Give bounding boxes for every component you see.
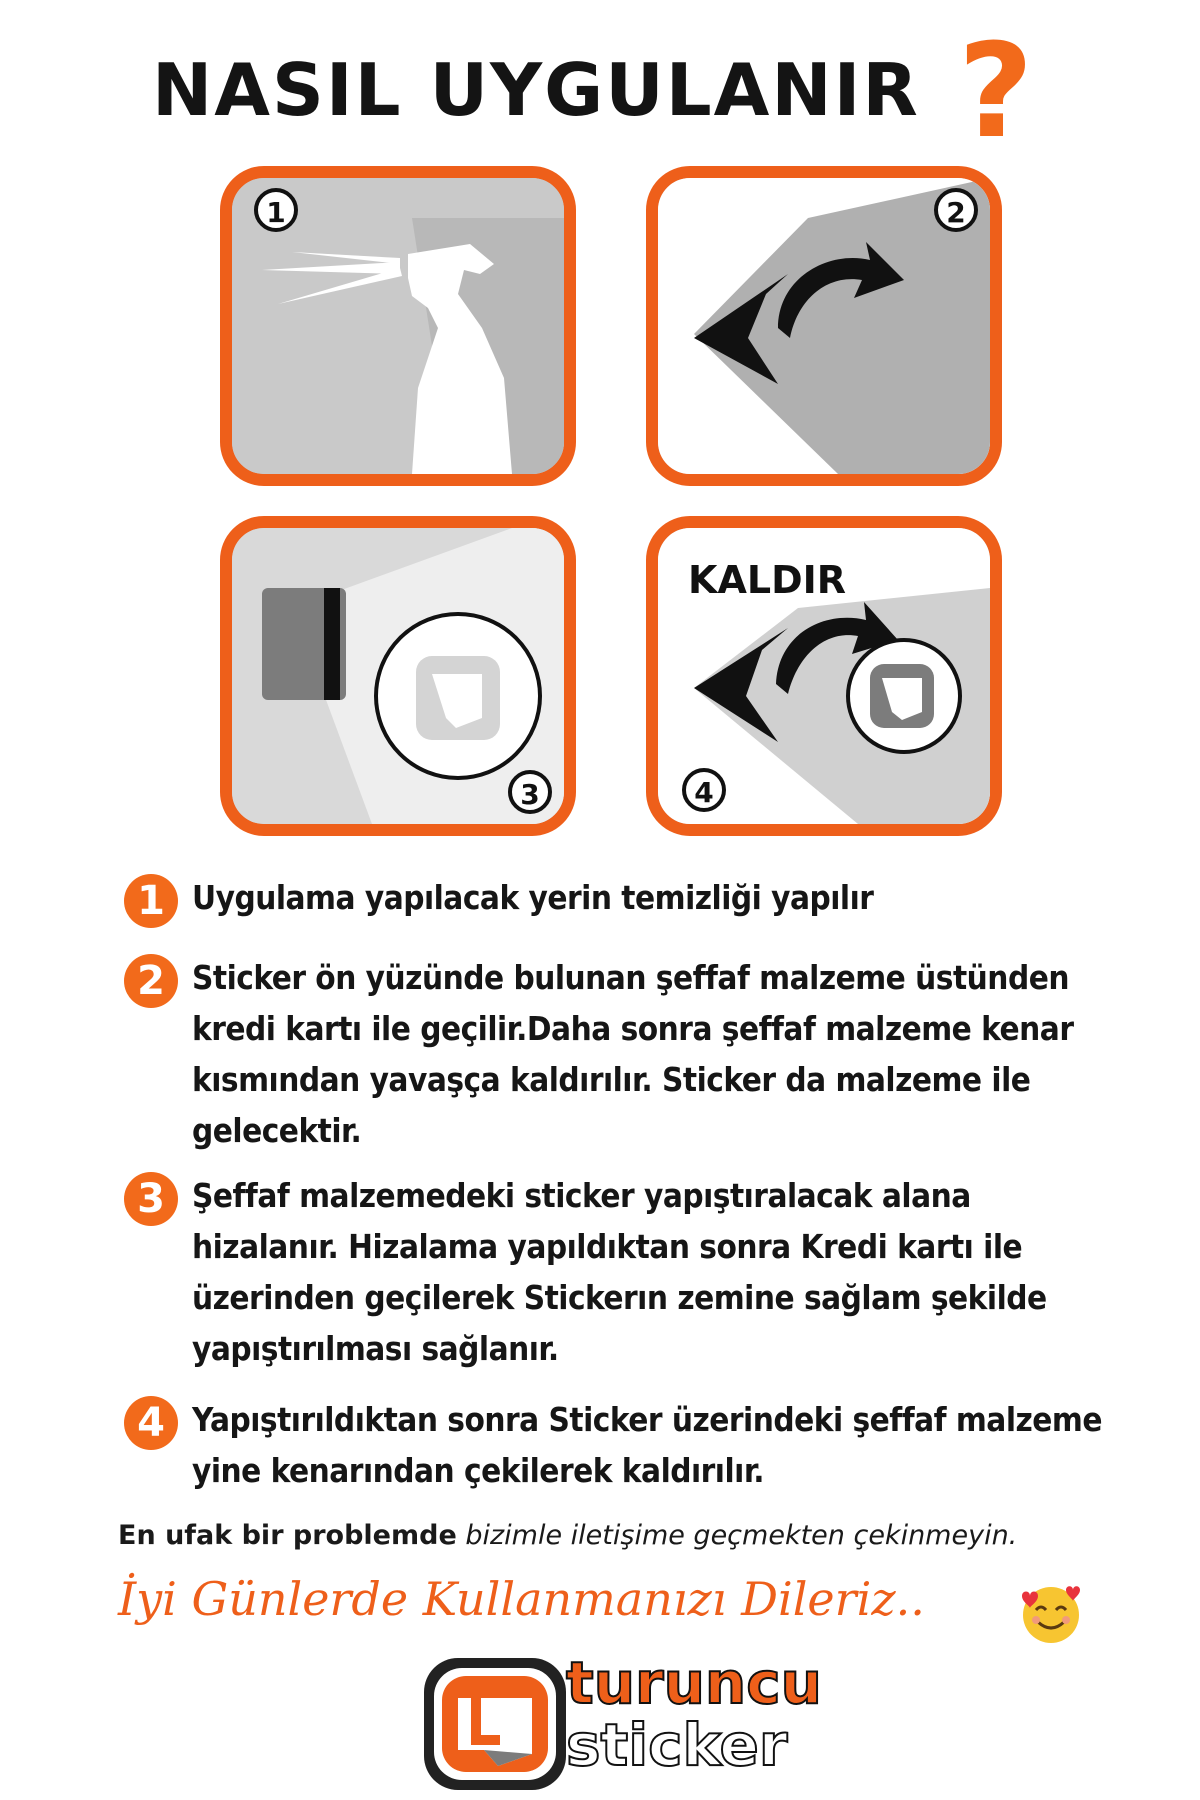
peel-arrow-icon <box>658 178 990 474</box>
step-number-badge: 2 <box>124 954 178 1008</box>
credit-card-icon <box>232 528 564 824</box>
step-number-badge: 4 <box>124 1396 178 1450</box>
contact-note <box>118 1520 1017 1551</box>
question-mark-icon: ? <box>958 15 1034 167</box>
step-text: Yapıştırıldıktan sonra Sticker üzerindeki şeffaf malzeme yine kenarından çekilerek kaldırılır. <box>192 1400 1102 1490</box>
step-panel-1 <box>220 166 576 486</box>
step-text: Şeffaf malzemedeki sticker yapıştıralacak alana hizalanır. Hizalama yapıldıktan sonra Kredi kartı ile üzerinden geçilerek Stickerın zemine sağlam şekilde yapıştırılması sağlanır. <box>192 1176 1047 1368</box>
step-panel-2-number: 2 <box>946 196 966 229</box>
step-number-badge: 1 <box>124 874 178 928</box>
contact-note-bold: En ufak bir problemde <box>118 1520 457 1551</box>
step-panel-4-number: 4 <box>694 776 714 809</box>
step-panel-1-number: 1 <box>266 196 286 229</box>
brand-name-line1: turuncu <box>566 1649 822 1717</box>
contact-note-italic: bizimle iletişime geçmekten çekinmeyin. <box>465 1520 1018 1551</box>
spray-bottle-icon <box>232 178 564 474</box>
kaldir-label: KALDIR <box>688 558 847 602</box>
step-panel-2 <box>646 166 1002 486</box>
smiling-face-with-hearts-icon <box>1016 1578 1086 1648</box>
step-text: Sticker ön yüzünde bulunan şeffaf malzeme üstünden kredi kartı ile geçilir.Daha sonra şeffaf malzeme kenar kısmından yavaşça kaldırılır. Sticker da malzeme ile gelecektir. <box>192 958 1074 1150</box>
step-panel-3-number: 3 <box>520 778 540 811</box>
step-text: Uygulama yapılacak yerin temizliği yapılır <box>192 878 874 917</box>
brand-name-line2: sticker <box>566 1711 788 1779</box>
step-number-badge: 3 <box>124 1172 178 1226</box>
step-panel-4 <box>646 516 1002 836</box>
title-text: NASIL UYGULANIR <box>152 48 920 132</box>
turuncu-sticker-logo <box>420 1654 570 1794</box>
wish-text: İyi Günlerde Kullanmanızı Dileriz.. <box>118 1572 925 1626</box>
step-panel-3 <box>220 516 576 836</box>
